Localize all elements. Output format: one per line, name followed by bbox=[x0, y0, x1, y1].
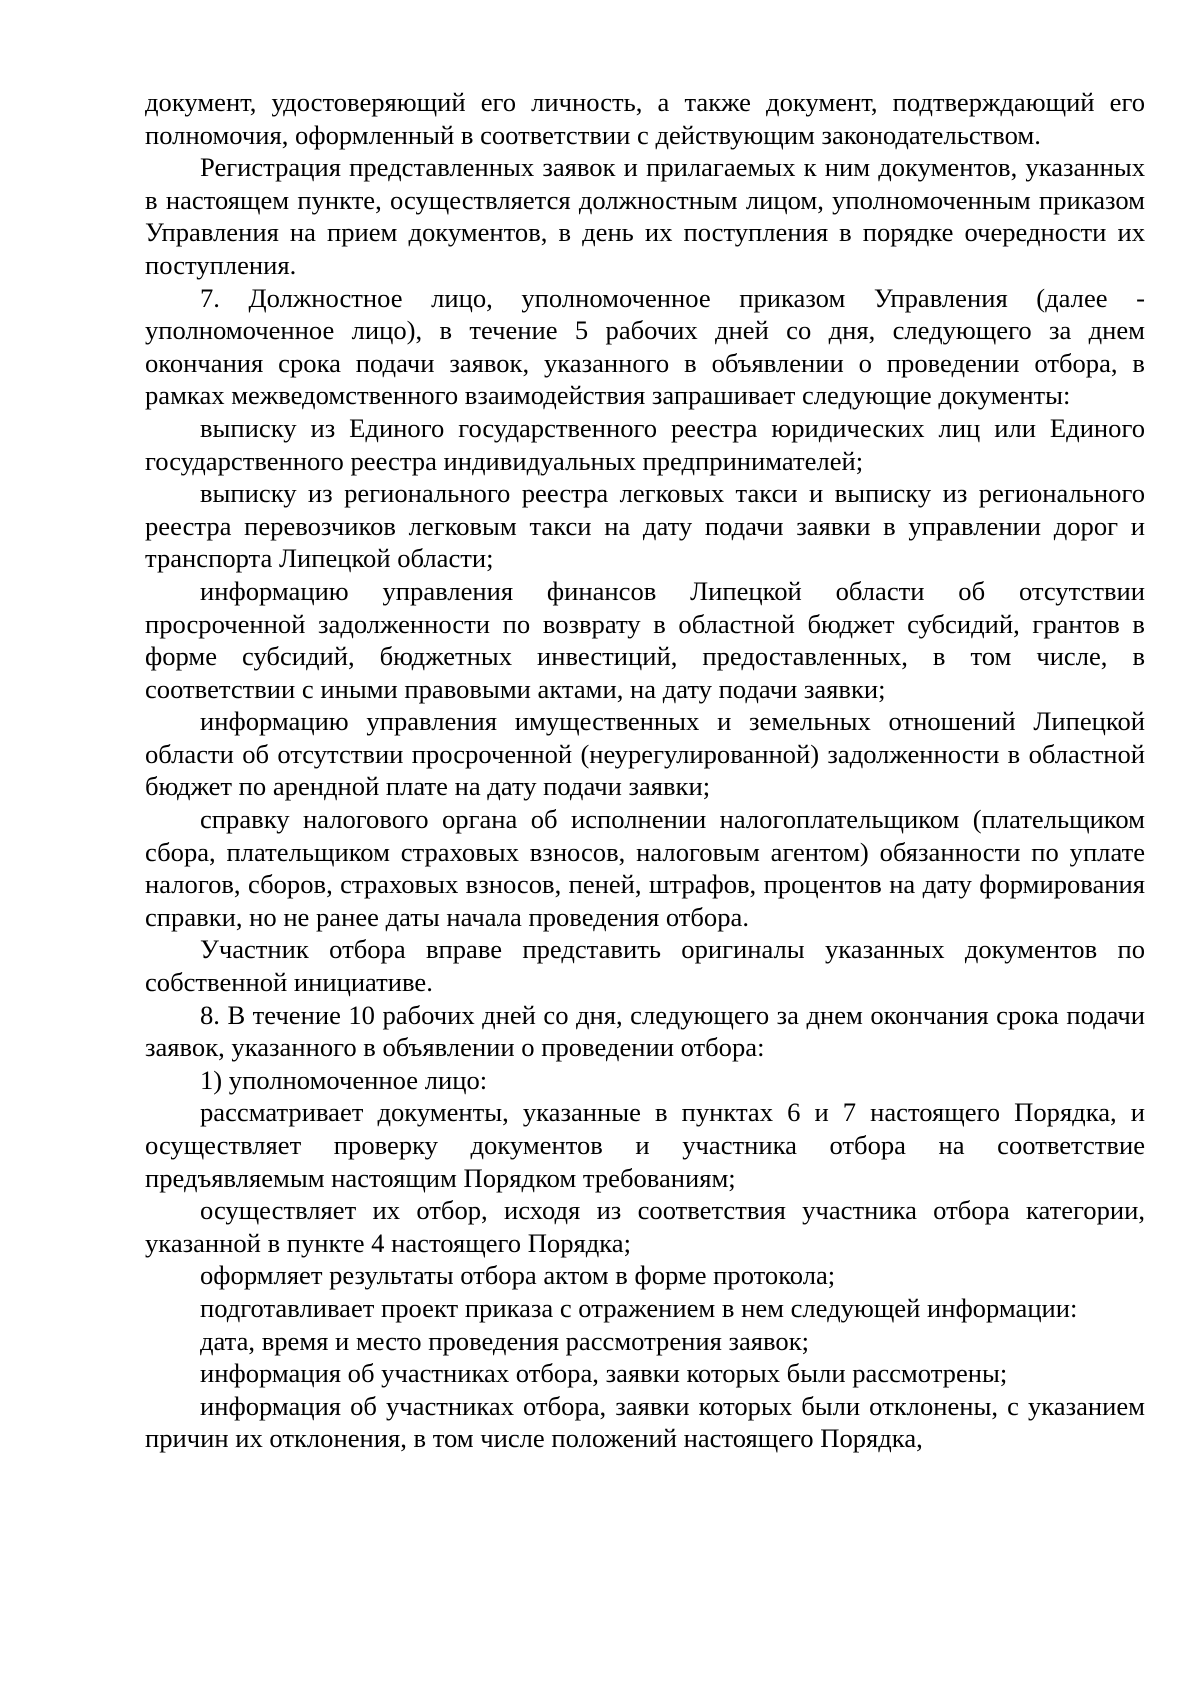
paragraph: осуществляет их отбор, исходя из соответствия участника отбора категории, указанной в пункте 4 настоящего Порядка; bbox=[145, 1195, 1145, 1258]
paragraph: 8. В течение 10 рабочих дней со дня, следующего за днем окончания срока подачи заявок, указанного в объявлении о проведении отбора: bbox=[145, 999, 1145, 1063]
paragraph: оформляет результаты отбора актом в форме протокола; bbox=[200, 1260, 836, 1291]
paragraph: 1) уполномоченное лицо: bbox=[200, 1064, 488, 1095]
paragraph: Регистрация представленных заявок и прилагаемых к ним документов, указанных в настоящем пункте, осуществляется должностным лицом, уполномоченным приказом Управления на прием документов, в день их поступления в порядке очередности их поступления. bbox=[145, 152, 1145, 280]
paragraph: 7. Должностное лицо, уполномоченное приказом Управления (далее - уполномоченное лицо), в течение 5 рабочих дней со дня, следующего за днем окончания срока подачи заявок, указанного в объявлении о проведении отбора, в рамках межведомственного взаимодействия запрашивает следующие документы: bbox=[145, 282, 1145, 411]
paragraph: информация об участниках отбора, заявки которых были рассмотрены; bbox=[200, 1358, 1008, 1389]
paragraph: выписку из Единого государственного реестра юридических лиц или Единого государственного реестра индивидуальных предпринимателей; bbox=[145, 412, 1145, 476]
paragraph: документ, удостоверяющий его личность, а также документ, подтверждающий его полномочия, оформленный в соответствии с действующим законодательством. bbox=[145, 87, 1145, 150]
paragraph: подготавливает проект приказа с отражением в нем следующей информации: bbox=[200, 1292, 1078, 1323]
paragraph: информацию управления финансов Липецкой области об отсутствии просроченной задолженности по возврату в областной бюджет субсидий, грантов в форме субсидий, бюджетных инвестиций, предоставленных, в том числе, в соответствии с иными правовыми актами, на дату подачи заявки; bbox=[145, 575, 1145, 704]
paragraph: Участник отбора вправе представить оригиналы указанных документов по собственной инициативе. bbox=[145, 934, 1145, 998]
document-page bbox=[145, 86, 1145, 1455]
paragraph: информацию управления имущественных и земельных отношений Липецкой области об отсутствии просроченной (неурегулированной) задолженности в областной бюджет по арендной плате на дату подачи заявки; bbox=[145, 706, 1145, 802]
paragraph: информация об участниках отбора, заявки которых были отклонены, с указанием причин их отклонения, в том числе положений настоящего Порядка, bbox=[145, 1390, 1145, 1454]
paragraph: рассматривает документы, указанные в пунктах 6 и 7 настоящего Порядка, и осуществляет проверку документов и участника отбора на соответствие предъявляемым настоящим Порядком требованиям; bbox=[145, 1097, 1145, 1193]
paragraph: выписку из регионального реестра легковых такси и выписку из регионального реестра перевозчиков легковым такси на дату подачи заявки в управлении дорог и транспорта Липецкой области; bbox=[145, 478, 1145, 574]
paragraph: дата, время и место проведения рассмотрения заявок; bbox=[200, 1325, 810, 1356]
paragraph: справку налогового органа об исполнении налогоплательщиком (плательщиком сбора, плательщиком страховых взносов, налоговым агентом) обязанности по уплате налогов, сборов, страховых взносов, пеней, штрафов, процентов на дату формирования справки, но не ранее даты начала проведения отбора. bbox=[145, 804, 1145, 932]
